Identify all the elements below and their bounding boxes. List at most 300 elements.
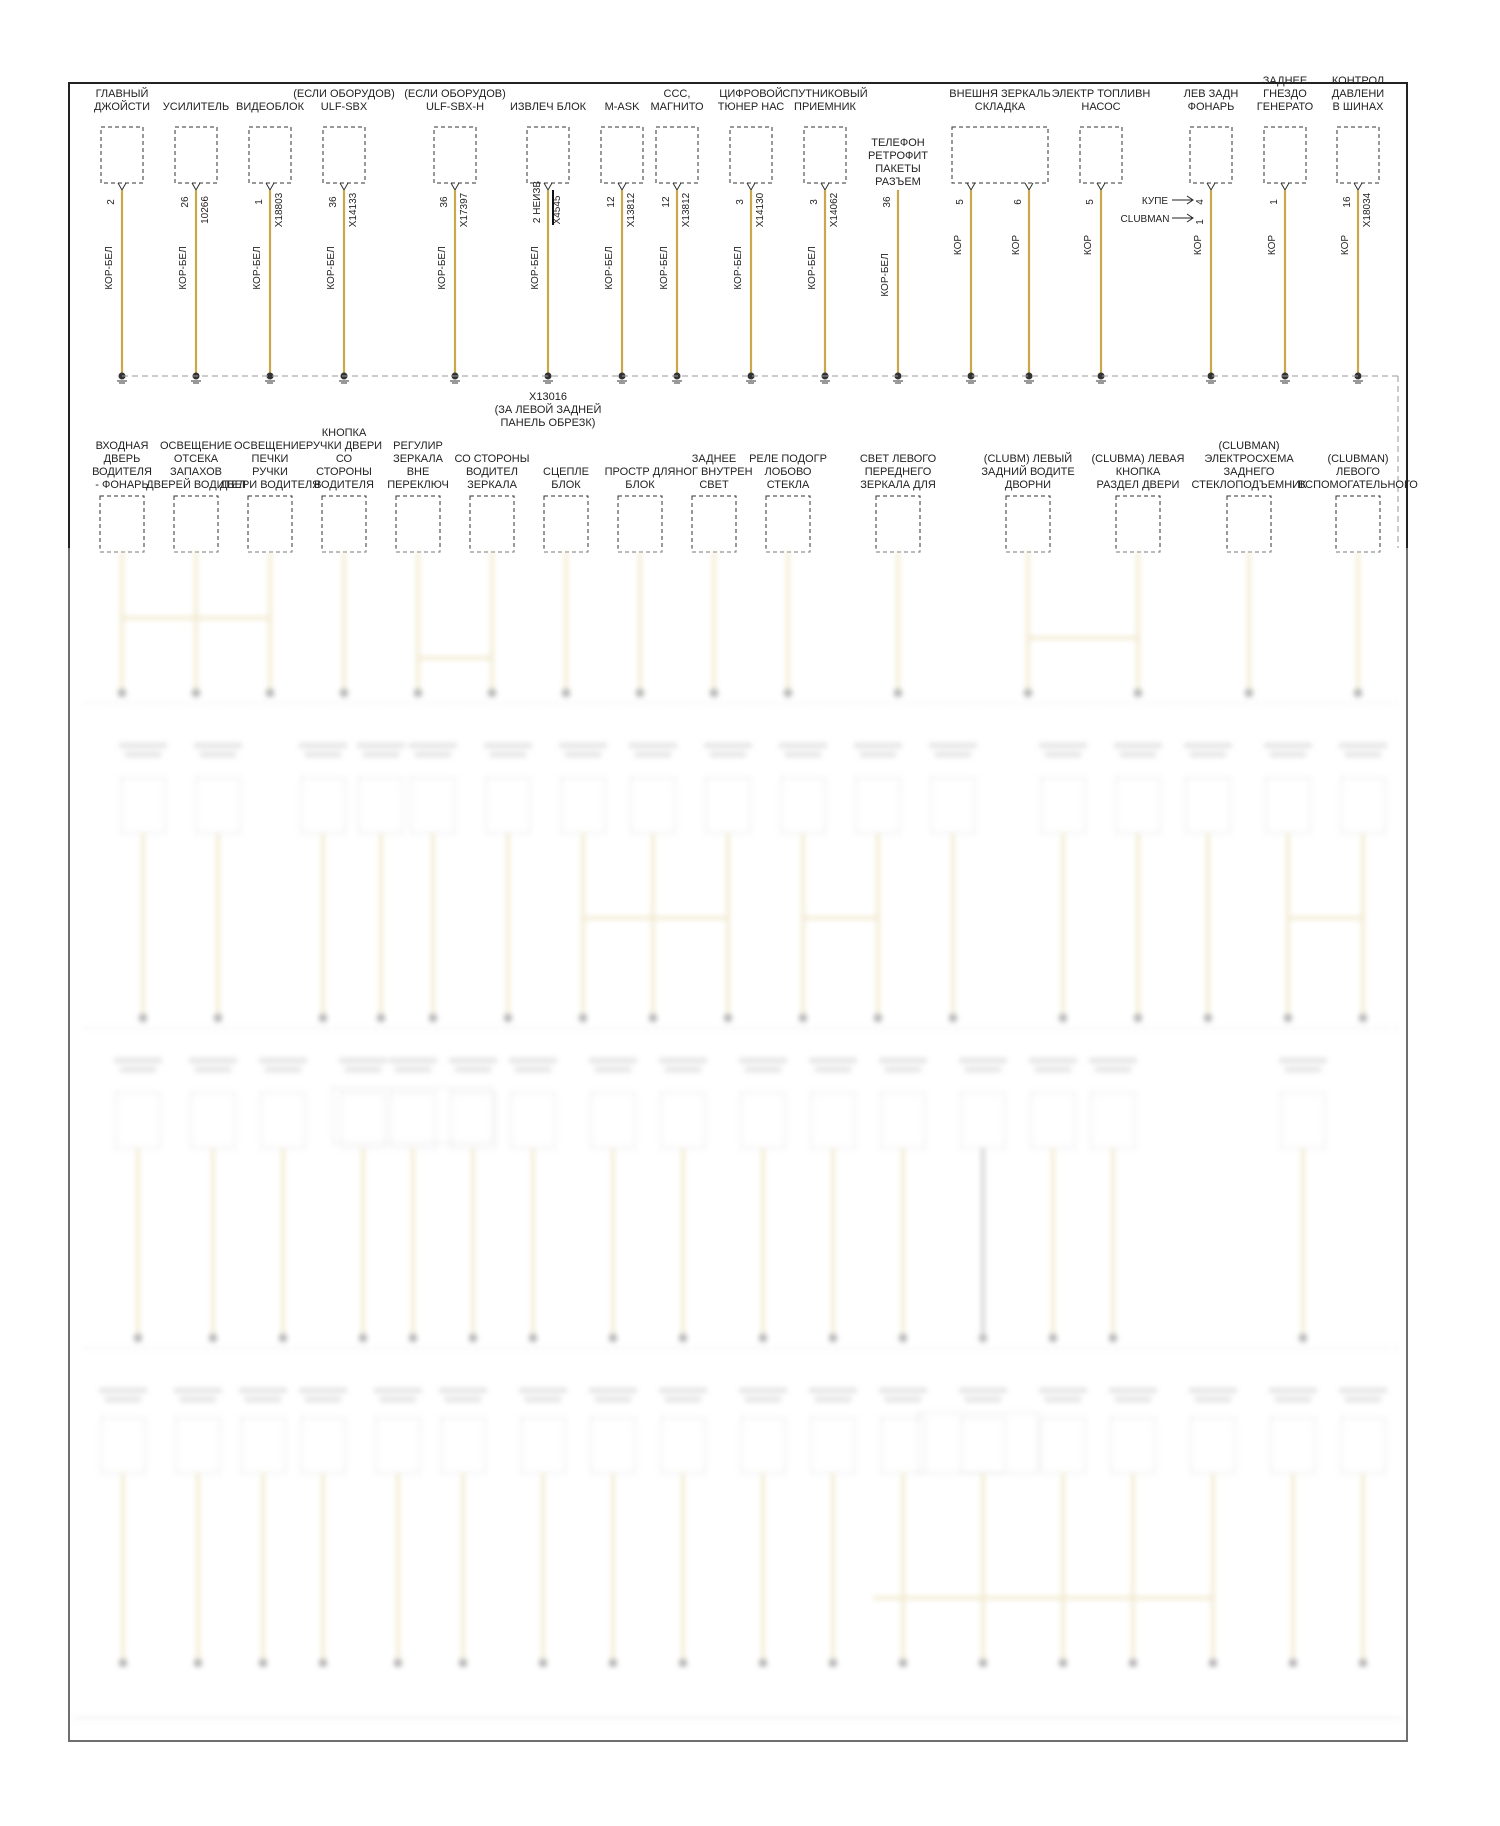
component-label: ПРОСТР ДЛЯ bbox=[604, 466, 676, 478]
blurred-box bbox=[1341, 1418, 1385, 1473]
pin-number: 4 bbox=[1195, 199, 1206, 205]
blurred-box bbox=[1266, 778, 1310, 833]
component-label: ДЖОЙСТИ bbox=[93, 101, 151, 113]
component-label: M-ASK bbox=[604, 101, 640, 113]
blurred-ground bbox=[209, 1334, 217, 1342]
component-label: ВНЕШНЯ ЗЕРКАЛЬ bbox=[949, 88, 1051, 100]
blurred-text bbox=[189, 1058, 237, 1063]
blurred-text bbox=[809, 1388, 857, 1393]
blurred-box bbox=[561, 778, 605, 833]
component-label: КНОПКА bbox=[321, 427, 367, 439]
component-c9 bbox=[718, 87, 785, 376]
blurred-text bbox=[1039, 1388, 1087, 1393]
row2-component bbox=[605, 466, 676, 552]
blurred-ground bbox=[679, 1659, 687, 1667]
ground-label: ПАНЕЛЬ ОБРЕЗК) bbox=[500, 417, 596, 429]
blurred-ground bbox=[829, 1334, 837, 1342]
blurred-ground bbox=[414, 689, 422, 697]
blurred-text bbox=[1339, 743, 1387, 748]
component-label: ЗАДНЕЕ bbox=[1262, 75, 1308, 87]
blurred-text bbox=[710, 752, 746, 757]
blurred-text bbox=[1190, 752, 1226, 757]
pin-number: 1 bbox=[254, 199, 265, 205]
blurred-text bbox=[1095, 1067, 1131, 1072]
component-label: СО СТОРОНЫ bbox=[454, 453, 530, 465]
component-label: ВХОДНАЯ bbox=[95, 440, 149, 452]
blurred-text bbox=[1279, 1058, 1327, 1063]
blurred-text bbox=[815, 1397, 851, 1402]
blurred-box bbox=[511, 1093, 555, 1148]
component-label: ПРИЕМНИК bbox=[794, 101, 856, 113]
blurred-text bbox=[239, 1388, 287, 1393]
component-label: СТЕКЛА bbox=[766, 479, 810, 491]
component-label: ЗЕРКАЛА bbox=[467, 479, 517, 491]
component-box bbox=[322, 496, 366, 552]
blurred-box bbox=[261, 1093, 305, 1148]
component-c14 bbox=[1121, 88, 1239, 376]
blurred-ground bbox=[1129, 1659, 1137, 1667]
blurred-box bbox=[196, 778, 240, 833]
blurred-ground bbox=[1059, 1014, 1067, 1022]
blurred-text bbox=[665, 1397, 701, 1402]
variant-label-coupe: КУПЕ bbox=[1141, 196, 1169, 207]
wire-color: КОР bbox=[1083, 234, 1094, 256]
wire-color: КОР-БЕЛ bbox=[326, 246, 337, 290]
blurred-box bbox=[1116, 778, 1160, 833]
blurred-box bbox=[661, 1418, 705, 1473]
pin-number: 16 bbox=[1342, 196, 1353, 208]
connector-id: X14062 bbox=[829, 192, 840, 228]
row2-component bbox=[306, 427, 382, 552]
blurred-box bbox=[961, 1093, 1005, 1148]
blurred-ground bbox=[829, 1659, 837, 1667]
blurred-ground bbox=[266, 689, 274, 697]
blurred-text bbox=[259, 1058, 307, 1063]
pin-number: 2 bbox=[106, 199, 117, 205]
blurred-text bbox=[589, 1388, 637, 1393]
blurred-text bbox=[1285, 1067, 1321, 1072]
blurred-text bbox=[519, 1388, 567, 1393]
row2-component bbox=[675, 453, 752, 552]
blurred-ground bbox=[1289, 1659, 1297, 1667]
blurred-text bbox=[125, 752, 161, 757]
blurred-ground bbox=[724, 1014, 732, 1022]
blurred-text bbox=[484, 743, 532, 748]
blurred-text bbox=[120, 1067, 156, 1072]
blurred-box bbox=[116, 1093, 160, 1148]
blurred-text bbox=[299, 743, 347, 748]
component-label: ГЕНЕРАТО bbox=[1256, 101, 1314, 113]
pin-number: 3 bbox=[735, 199, 746, 205]
blurred-box bbox=[341, 1093, 385, 1148]
component-label: ИЗВЛЕЧ БЛОК bbox=[509, 101, 587, 113]
blurred-ground bbox=[194, 1659, 202, 1667]
blurred-text bbox=[1114, 743, 1162, 748]
blurred-text bbox=[1270, 752, 1306, 757]
blurred-box bbox=[451, 1093, 495, 1148]
component-label: НОГ ВНУТРЕН bbox=[675, 466, 753, 478]
component-label: СВЕТ bbox=[699, 479, 729, 491]
blurred-box bbox=[359, 778, 403, 833]
blurred-text bbox=[1345, 1397, 1381, 1402]
component-label: ЗАДНИЙ ВОДИТЕ bbox=[981, 466, 1075, 478]
connector-mark bbox=[266, 183, 274, 190]
blurred-box bbox=[1186, 778, 1230, 833]
blurred-ground bbox=[579, 1014, 587, 1022]
blurred-text bbox=[635, 752, 671, 757]
row2-component bbox=[146, 440, 246, 552]
blurred-ground bbox=[799, 1014, 807, 1022]
component-box bbox=[692, 496, 736, 552]
component-label: ОСВЕЩЕНИЕ bbox=[159, 440, 233, 452]
wire-color: КОР-БЕЛ bbox=[807, 246, 818, 290]
blurred-text bbox=[559, 743, 607, 748]
wire-color: КОР bbox=[1267, 234, 1278, 256]
blurred-text bbox=[745, 1397, 781, 1402]
component-box bbox=[876, 496, 920, 552]
wire-color: КОР bbox=[1340, 234, 1351, 256]
blurred-text bbox=[785, 752, 821, 757]
blurred-box bbox=[301, 778, 345, 833]
component-c12 bbox=[949, 88, 1050, 376]
component-box bbox=[174, 496, 218, 552]
pin-number: 3 bbox=[809, 199, 820, 205]
blurred-text bbox=[445, 1397, 481, 1402]
blurred-ground bbox=[1359, 1014, 1367, 1022]
wire-color: КОР-БЕЛ bbox=[604, 246, 615, 290]
blurred-ground bbox=[759, 1334, 767, 1342]
component-label: ТЕЛЕФОН bbox=[871, 137, 925, 149]
blurred-ground bbox=[279, 1334, 287, 1342]
blurred-box bbox=[1281, 1093, 1325, 1148]
blurred-ground bbox=[949, 1014, 957, 1022]
wire-color: КОР-БЕЛ bbox=[733, 246, 744, 290]
blurred-text bbox=[665, 1067, 701, 1072]
component-label: ULF-SBX-H bbox=[425, 101, 485, 113]
component-c4 bbox=[293, 88, 395, 376]
blurred-ground bbox=[1134, 1014, 1142, 1022]
blurred-text bbox=[704, 743, 752, 748]
component-label: ВОДИТЕЛ bbox=[466, 466, 518, 478]
blurred-text bbox=[515, 1067, 551, 1072]
component-label: КОНТРОЛ bbox=[1331, 75, 1385, 87]
blurred-ground bbox=[1024, 689, 1032, 697]
blurred-box bbox=[918, 1413, 1038, 1473]
blurred-box bbox=[661, 1093, 705, 1148]
blurred-ground bbox=[409, 1334, 417, 1342]
connector-mark bbox=[821, 183, 829, 190]
component-box bbox=[248, 496, 292, 552]
component-label: ДВОРНИ bbox=[1004, 479, 1052, 491]
connector-mark bbox=[118, 183, 126, 190]
blurred-box bbox=[591, 1093, 635, 1148]
blurred-box bbox=[781, 778, 825, 833]
blurred-text bbox=[854, 743, 902, 748]
component-box bbox=[1264, 127, 1306, 183]
connector-id: X13812 bbox=[626, 192, 637, 228]
blurred-ground bbox=[529, 1334, 537, 1342]
component-c8 bbox=[650, 88, 704, 376]
component-label: (CLUBMA) ЛЕВАЯ bbox=[1091, 453, 1185, 465]
connector-mark bbox=[1281, 183, 1289, 190]
component-c5 bbox=[404, 88, 506, 376]
blurred-box bbox=[741, 1093, 785, 1148]
connector-mark bbox=[192, 183, 200, 190]
row2-component bbox=[454, 453, 529, 552]
component-label: ДАВЛЕНИ bbox=[1331, 88, 1385, 100]
ground-label: (ЗА ЛЕВОЙ ЗАДНЕЙ bbox=[494, 404, 602, 416]
blurred-text bbox=[345, 1067, 381, 1072]
blurred-text bbox=[1045, 1397, 1081, 1402]
blurred-box bbox=[811, 1418, 855, 1473]
component-label: ОСВЕЩЕНИЕ bbox=[233, 440, 307, 452]
connector-mark bbox=[673, 183, 681, 190]
component-label: (ЕСЛИ ОБОРУДОВ) bbox=[404, 88, 506, 100]
blurred-ground bbox=[139, 1014, 147, 1022]
connector-id: X18803 bbox=[274, 192, 285, 228]
ground-label: X13016 bbox=[529, 391, 567, 403]
wire-color: КОР bbox=[1011, 234, 1022, 256]
blurred-text bbox=[105, 1397, 141, 1402]
variant-arrow bbox=[1172, 214, 1193, 222]
row2-component bbox=[749, 453, 827, 552]
blurred-ground bbox=[459, 1659, 467, 1667]
component-c3 bbox=[236, 101, 305, 376]
blurred-box bbox=[1341, 778, 1385, 833]
blurred-text bbox=[194, 743, 242, 748]
blurred-ground bbox=[1204, 1014, 1212, 1022]
wire-color: КОР-БЕЛ bbox=[659, 246, 670, 290]
row2-component bbox=[543, 466, 589, 552]
component-label: РЕЛЕ ПОДОГР bbox=[749, 453, 827, 465]
connector-id: X17397 bbox=[459, 192, 470, 228]
component-box bbox=[470, 496, 514, 552]
component-label: ЛЕВОГО bbox=[1336, 466, 1380, 478]
blurred-text bbox=[879, 1388, 927, 1393]
blurred-ground bbox=[899, 1659, 907, 1667]
connector-mark bbox=[451, 183, 459, 190]
blurred-text bbox=[380, 1397, 416, 1402]
blurred-text bbox=[860, 752, 896, 757]
pin-number: 1 bbox=[1195, 219, 1206, 225]
component-c15 bbox=[1257, 75, 1314, 376]
variant-label-clubman: CLUBMAN bbox=[1120, 214, 1170, 225]
component-box bbox=[656, 127, 698, 183]
connector-mark bbox=[1097, 183, 1105, 190]
component-label: (CLUBMAN) bbox=[1218, 440, 1280, 452]
blurred-ground bbox=[649, 1014, 657, 1022]
component-label: МАГНИТО bbox=[650, 101, 704, 113]
connector-mark bbox=[1025, 183, 1033, 190]
row2-component bbox=[92, 440, 152, 552]
blurred-text bbox=[299, 1388, 347, 1393]
row2-component bbox=[1298, 453, 1418, 552]
blurred-text bbox=[565, 752, 601, 757]
blurred-text bbox=[525, 1397, 561, 1402]
blurred-box bbox=[1271, 1418, 1315, 1473]
blurred-ground bbox=[979, 1659, 987, 1667]
blurred-box bbox=[376, 1418, 420, 1473]
component-label: CCC, bbox=[663, 88, 691, 100]
blurred-wire bbox=[122, 618, 270, 658]
blurred-ground bbox=[636, 689, 644, 697]
blurred-text bbox=[815, 1067, 851, 1072]
row2-component bbox=[981, 452, 1074, 552]
blurred-text bbox=[1195, 1397, 1231, 1402]
blurred-text bbox=[1109, 1388, 1157, 1393]
blurred-box bbox=[1111, 1418, 1155, 1473]
blurred-box bbox=[1041, 778, 1085, 833]
component-label: - ФОНАРЬ bbox=[95, 479, 149, 491]
blurred-text bbox=[659, 1388, 707, 1393]
component-label: СЦЕПЛЕ bbox=[543, 466, 589, 478]
blurred-text bbox=[415, 752, 451, 757]
component-box bbox=[101, 127, 143, 183]
blurred-text bbox=[265, 1067, 301, 1072]
blurred-text bbox=[449, 1058, 497, 1063]
blurred-text bbox=[119, 743, 167, 748]
blurred-box bbox=[1191, 1418, 1235, 1473]
blurred-text bbox=[595, 1067, 631, 1072]
blurred-ground bbox=[429, 1014, 437, 1022]
connector-mark bbox=[1354, 183, 1362, 190]
component-label: НАСОС bbox=[1081, 101, 1121, 113]
wire-color: КОР bbox=[1193, 234, 1204, 256]
blurred-text bbox=[885, 1397, 921, 1402]
component-label: ЦИФРОВОЙ bbox=[719, 88, 783, 100]
blurred-ground bbox=[1209, 1659, 1217, 1667]
component-box bbox=[323, 127, 365, 183]
connector-id: X14133 bbox=[348, 192, 359, 228]
blurred-ground bbox=[1359, 1659, 1367, 1667]
component-box bbox=[766, 496, 810, 552]
wire-color: КОР-БЕЛ bbox=[252, 246, 263, 290]
blurred-ground bbox=[759, 1659, 767, 1667]
row2-component bbox=[1091, 453, 1184, 552]
blurred-text bbox=[885, 1067, 921, 1072]
blurred-text bbox=[1035, 1067, 1071, 1072]
blurred-ground bbox=[469, 1334, 477, 1342]
blurred-box bbox=[881, 1093, 925, 1148]
row2-component bbox=[220, 440, 320, 552]
blurred-box bbox=[706, 778, 750, 833]
blurred-box bbox=[1091, 1093, 1135, 1148]
blurred-text bbox=[745, 1067, 781, 1072]
variant-arrow bbox=[1172, 196, 1193, 204]
component-label: РУЧКИ bbox=[252, 466, 288, 478]
pin-number: 5 bbox=[1085, 199, 1096, 205]
component-label: СТОРОНЫ bbox=[316, 466, 372, 478]
component-box bbox=[175, 127, 217, 183]
component-c10 bbox=[782, 87, 867, 376]
component-label: (ЕСЛИ ОБОРУДОВ) bbox=[293, 88, 395, 100]
component-label: ГЛАВНЫЙ bbox=[95, 88, 149, 100]
component-label: СО bbox=[335, 453, 353, 465]
blurred-ground bbox=[609, 1659, 617, 1667]
component-label: УСИЛИТЕЛЬ bbox=[162, 101, 230, 113]
wire-color: КОР bbox=[953, 234, 964, 256]
blurred-lower-diagram bbox=[63, 548, 1413, 1748]
row2-component bbox=[860, 453, 937, 552]
component-label: БЛОК bbox=[625, 479, 655, 491]
component-label: БЛОК bbox=[551, 479, 581, 491]
component-box bbox=[1336, 496, 1380, 552]
pin-number: 5 bbox=[955, 199, 966, 205]
blurred-ground bbox=[539, 1659, 547, 1667]
component-label: РЕТРОФИТ bbox=[867, 150, 929, 162]
component-label: (CLUBM) ЛЕВЫЙ bbox=[983, 453, 1073, 465]
blurred-text bbox=[1189, 1388, 1237, 1393]
component-box bbox=[1006, 496, 1050, 552]
blurred-box bbox=[241, 1418, 285, 1473]
blurred-ground bbox=[874, 1014, 882, 1022]
component-label: СВЕТ ЛЕВОГО bbox=[859, 453, 937, 465]
blurred-text bbox=[409, 743, 457, 748]
blurred-ground bbox=[1299, 1334, 1307, 1342]
blurred-box bbox=[333, 1088, 493, 1143]
blurred-box bbox=[486, 778, 530, 833]
wire-color: КОР-БЕЛ bbox=[178, 246, 189, 290]
blurred-text bbox=[245, 1397, 281, 1402]
connector-id: X18034 bbox=[1362, 192, 1373, 228]
blurred-ground bbox=[1284, 1014, 1292, 1022]
component-box bbox=[1227, 496, 1271, 552]
blurred-text bbox=[809, 1058, 857, 1063]
component-box bbox=[1190, 127, 1232, 183]
pin-number: 26 bbox=[180, 196, 191, 208]
component-c13 bbox=[1052, 88, 1151, 376]
row1-components bbox=[94, 75, 1384, 376]
component-c11 bbox=[868, 137, 928, 376]
component-label: ДВЕРЬ bbox=[103, 453, 141, 465]
blurred-ground bbox=[609, 1334, 617, 1342]
blurred-text bbox=[1089, 1058, 1137, 1063]
blurred-box bbox=[391, 1093, 435, 1148]
blurred-ground bbox=[1134, 689, 1142, 697]
blurred-text bbox=[200, 752, 236, 757]
pin-number: 36 bbox=[882, 196, 893, 208]
component-c7 bbox=[601, 101, 643, 376]
blurred-box bbox=[441, 1418, 485, 1473]
blurred-text bbox=[114, 1058, 162, 1063]
blurred-ground bbox=[1049, 1334, 1057, 1342]
component-label: (CLUBMAN) bbox=[1327, 453, 1389, 465]
blurred-text bbox=[879, 1058, 927, 1063]
component-label: КНОПКА bbox=[1115, 466, 1161, 478]
component-label: ЭЛЕКТР ТОПЛИВН bbox=[1051, 88, 1151, 100]
component-label: ЗЕРКАЛА bbox=[393, 453, 443, 465]
connector-mark bbox=[967, 183, 975, 190]
blurred-text bbox=[395, 1067, 431, 1072]
blurred-ground bbox=[319, 1014, 327, 1022]
blurred-text bbox=[99, 1388, 147, 1393]
component-box bbox=[249, 127, 291, 183]
blurred-text bbox=[1345, 752, 1381, 757]
blurred-text bbox=[180, 1397, 216, 1402]
component-box bbox=[396, 496, 440, 552]
connector-id: X14130 bbox=[755, 192, 766, 228]
wire-color: КОР-БЕЛ bbox=[530, 246, 541, 290]
blurred-ground bbox=[119, 1659, 127, 1667]
blurred-text bbox=[305, 752, 341, 757]
component-label: РАЗДЕЛ ДВЕРИ bbox=[1096, 479, 1180, 491]
blurred-ground bbox=[899, 1334, 907, 1342]
blurred-ground bbox=[340, 689, 348, 697]
connector-id: X4545 bbox=[552, 195, 563, 225]
blurred-text bbox=[959, 1388, 1007, 1393]
connector-mark bbox=[340, 183, 348, 190]
blurred-text bbox=[490, 752, 526, 757]
